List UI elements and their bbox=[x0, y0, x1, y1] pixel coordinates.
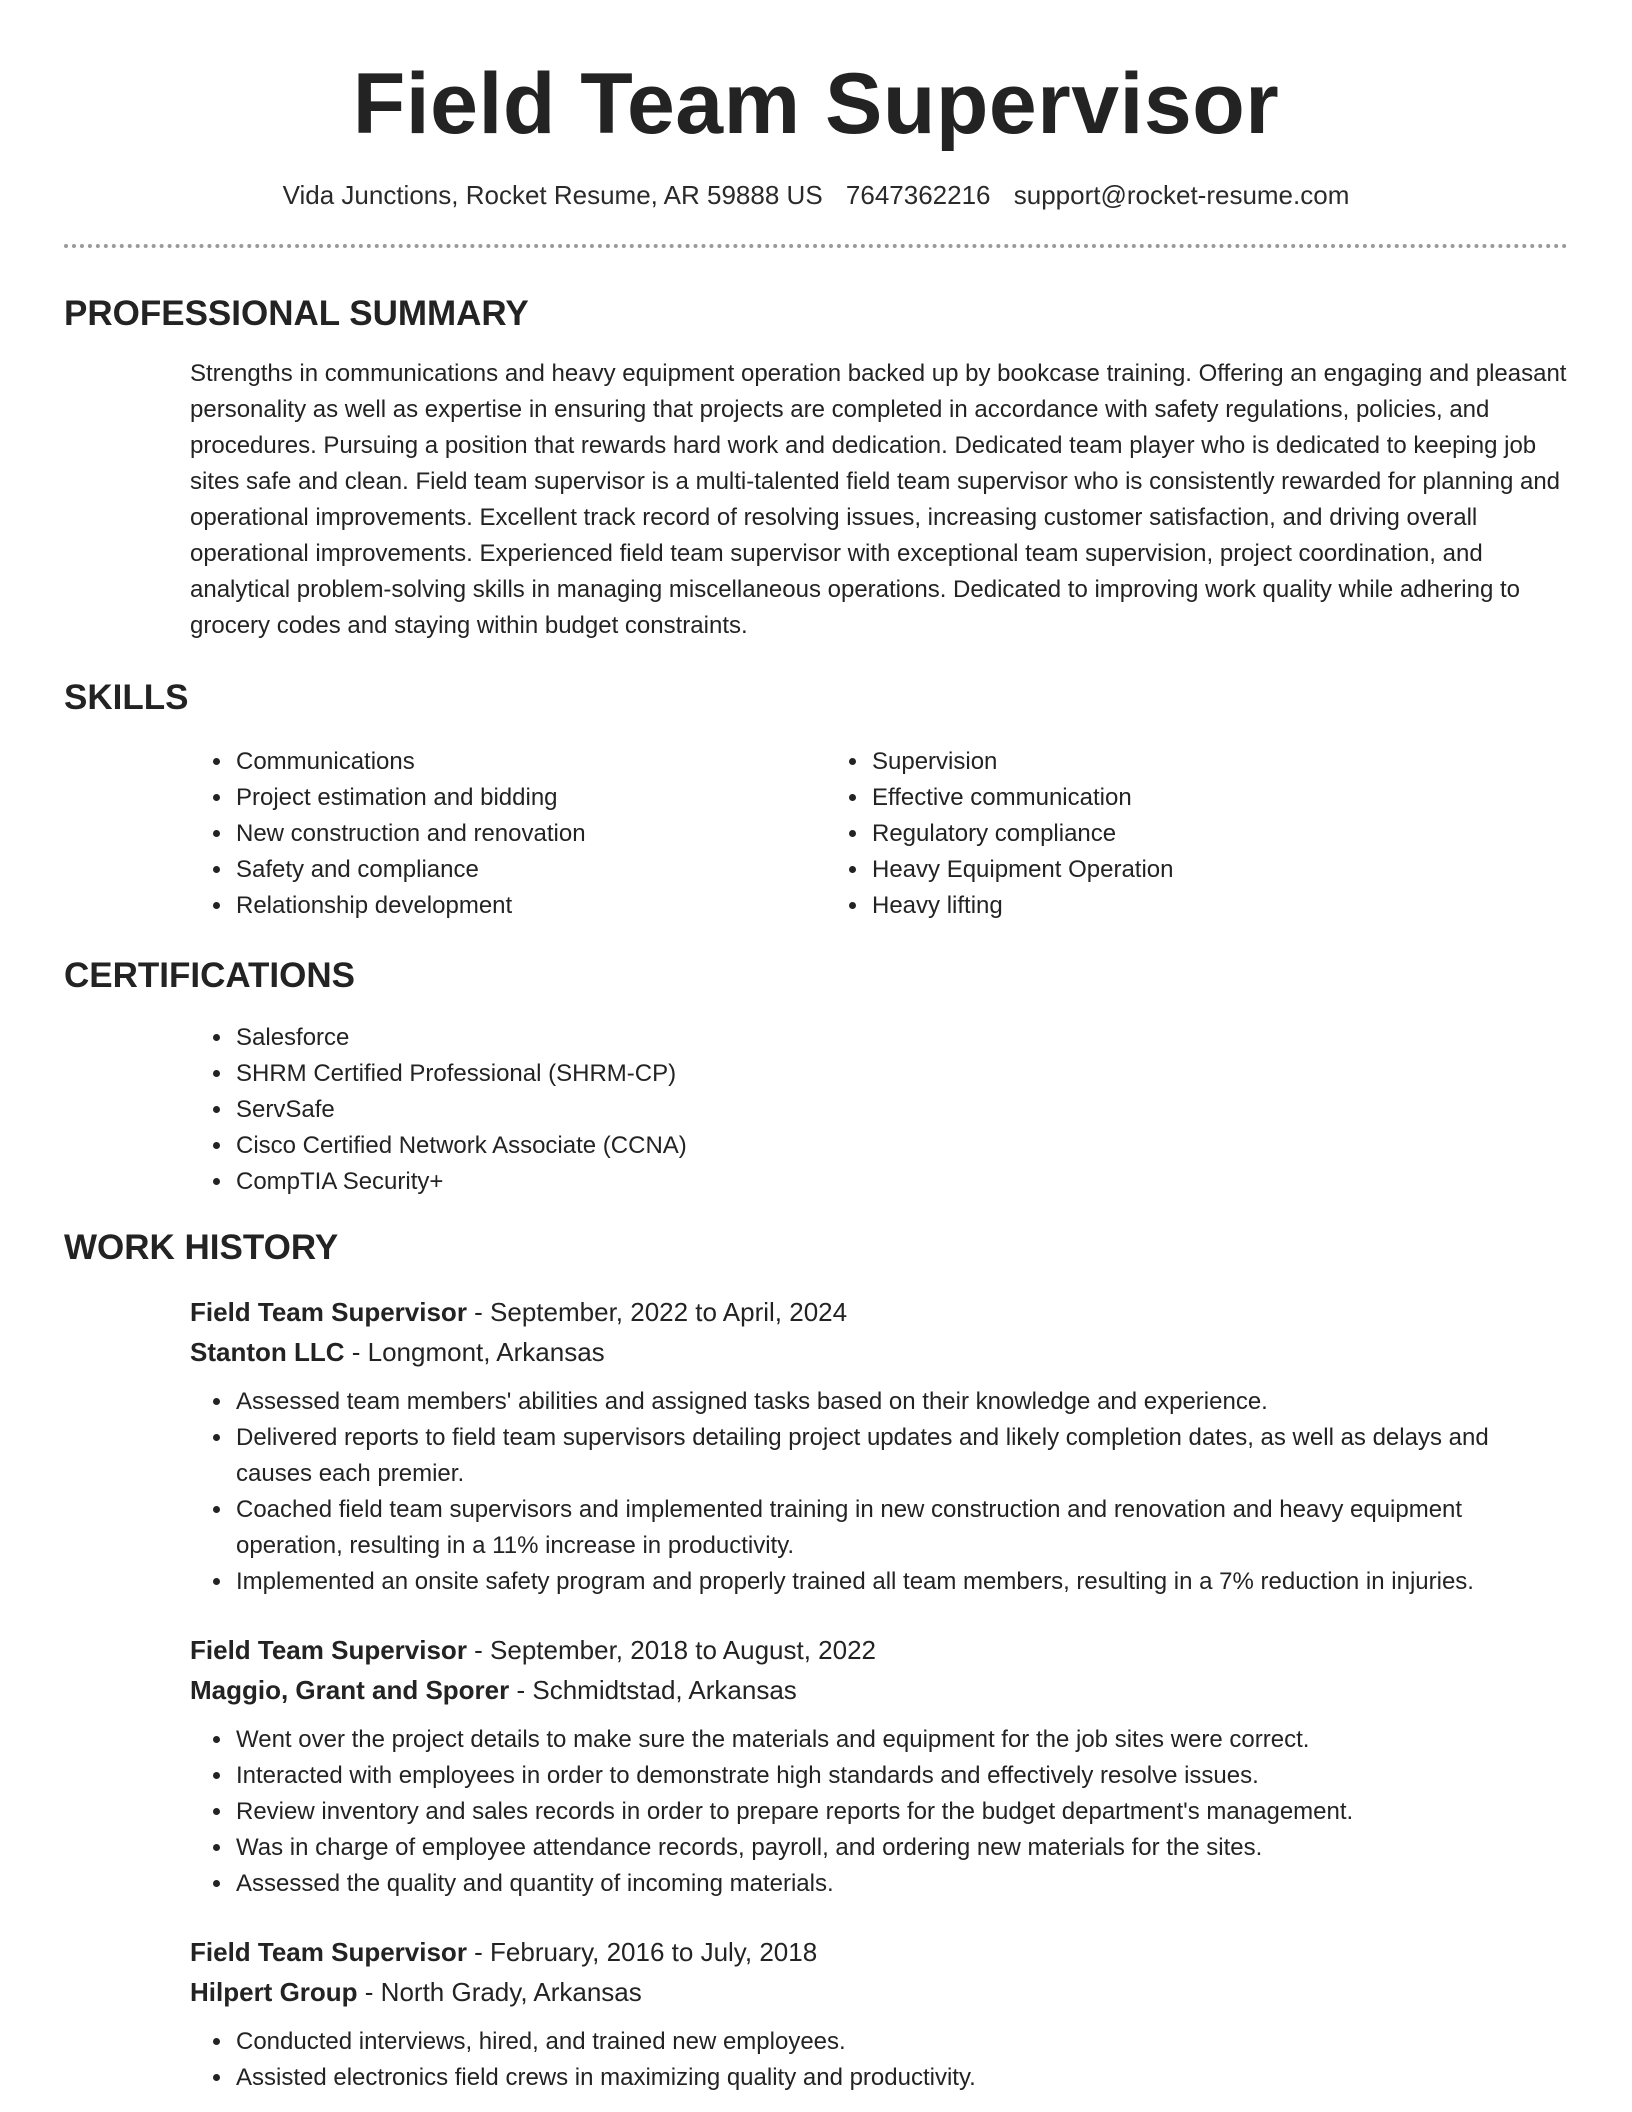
job-title: Field Team Supervisor bbox=[190, 1635, 467, 1665]
job-bullet: • Implemented an onsite safety program and properly trained all team members, resulting in a 7% reduction in injuries. bbox=[234, 1564, 1568, 1600]
contact-address: Vida Junctions, Rocket Resume, AR 59888 US bbox=[282, 180, 823, 210]
skill-item: • Safety and compliance bbox=[234, 852, 826, 888]
contact-email: support@rocket-resume.com bbox=[1013, 180, 1350, 210]
job-entry bbox=[190, 1932, 1568, 2096]
skill-item: • Effective communication bbox=[870, 780, 1462, 816]
summary-text: Strengths in communications and heavy equipment operation backed up by bookcase training. Offering an engaging and pleasant personality as well as expertise in ensuring that projects are completed in accordance with safety regulations, policies, and procedures. Pursuing a position that rewards hard work and dedication. Dedicated team player who is dedicated to keeping job sites safe and clean. Field team supervisor is a multi-talented field team supervisor who is consistently rewarded for planning and operational improvements. Excellent track record of resolving issues, increasing customer satisfaction, and driving overall operational improvements. Experienced field team supervisor with exceptional team supervision, project coordination, and analytical problem-solving skills in managing miscellaneous operations. Dedicated to improving work quality while adhering to grocery codes and staying within budget constraints. bbox=[190, 360, 1567, 639]
work-history-heading: WORK HISTORY bbox=[64, 1228, 339, 1267]
job-bullet: • Assessed team members' abilities and assigned tasks based on their knowledge and experience. bbox=[234, 1384, 1568, 1420]
job-bullet: • Assessed the quality and quantity of incoming materials. bbox=[234, 1866, 1568, 1902]
contact-line bbox=[64, 178, 1568, 212]
job-bullet: • Went over the project details to make sure the materials and equipment for the job sites were correct. bbox=[234, 1722, 1568, 1758]
job-bullet: • Review inventory and sales records in order to prepare reports for the budget department's management. bbox=[234, 1794, 1568, 1830]
job-bullets bbox=[190, 1722, 1568, 1902]
job-title-line bbox=[190, 1630, 1568, 1670]
skill-item: • Communications bbox=[234, 744, 826, 780]
header-divider bbox=[64, 244, 1568, 248]
job-title-line bbox=[190, 1292, 1568, 1332]
resume-name: Field Team Supervisor bbox=[352, 56, 1280, 152]
job-title: Field Team Supervisor bbox=[190, 1937, 467, 1967]
job-bullet: • Assisted electronics field crews in maximizing quality and productivity. bbox=[234, 2060, 1568, 2096]
job-entry bbox=[190, 1630, 1568, 1902]
job-location: - Schmidtstad, Arkansas bbox=[509, 1675, 797, 1705]
summary-heading: PROFESSIONAL SUMMARY bbox=[64, 294, 529, 333]
job-title: Field Team Supervisor bbox=[190, 1297, 467, 1327]
job-bullet: • Was in charge of employee attendance records, payroll, and ordering new materials for the sites. bbox=[234, 1830, 1568, 1866]
certification-item: • Salesforce bbox=[234, 1020, 1568, 1056]
job-bullet: • Delivered reports to field team supervisors detailing project updates and likely completion dates, as well as delays and causes each premier. bbox=[234, 1420, 1568, 1492]
job-company-line bbox=[190, 1670, 1568, 1710]
job-bullet: • Conducted interviews, hired, and trained new employees. bbox=[234, 2024, 1568, 2060]
skills-list-left bbox=[190, 744, 826, 924]
job-title-line bbox=[190, 1932, 1568, 1972]
job-company-line bbox=[190, 1972, 1568, 2012]
job-company: Stanton LLC bbox=[190, 1337, 345, 1367]
skill-item: • Project estimation and bidding bbox=[234, 780, 826, 816]
job-dates: - September, 2018 to August, 2022 bbox=[466, 1635, 877, 1665]
job-company: Maggio, Grant and Sporer bbox=[190, 1675, 510, 1705]
certifications-list bbox=[190, 1020, 1568, 1200]
job-bullet: • Coached field team supervisors and implemented training in new construction and renovation and heavy equipment operation, resulting in a 11% increase in productivity. bbox=[234, 1492, 1568, 1564]
certification-item: • SHRM Certified Professional (SHRM-CP) bbox=[234, 1056, 1568, 1092]
skill-item: • Regulatory compliance bbox=[870, 816, 1462, 852]
job-bullet: • Interacted with employees in order to demonstrate high standards and effectively resolve issues. bbox=[234, 1758, 1568, 1794]
skill-item: • Heavy Equipment Operation bbox=[870, 852, 1462, 888]
job-company: Hilpert Group bbox=[190, 1977, 358, 2007]
certification-item: • Cisco Certified Network Associate (CCNA) bbox=[234, 1128, 1568, 1164]
certification-item: • ServSafe bbox=[234, 1092, 1568, 1128]
certification-item: • CompTIA Security+ bbox=[234, 1164, 1568, 1200]
job-dates: - February, 2016 to July, 2018 bbox=[466, 1937, 818, 1967]
job-company-line bbox=[190, 1332, 1568, 1372]
skill-item: • Heavy lifting bbox=[870, 888, 1462, 924]
skill-item: • Relationship development bbox=[234, 888, 826, 924]
skills-heading: SKILLS bbox=[64, 678, 189, 717]
job-bullets bbox=[190, 1384, 1568, 1600]
job-bullets bbox=[190, 2024, 1568, 2096]
contact-phone: 7647362216 bbox=[845, 180, 991, 210]
skills-columns bbox=[190, 744, 1568, 924]
skills-list-right bbox=[826, 744, 1462, 924]
job-dates: - September, 2022 to April, 2024 bbox=[466, 1297, 848, 1327]
job-location: - North Grady, Arkansas bbox=[357, 1977, 642, 2007]
job-location: - Longmont, Arkansas bbox=[344, 1337, 605, 1367]
certifications-heading: CERTIFICATIONS bbox=[64, 956, 356, 995]
job-entry bbox=[190, 1292, 1568, 1600]
skill-item: • New construction and renovation bbox=[234, 816, 826, 852]
skill-item: • Supervision bbox=[870, 744, 1462, 780]
